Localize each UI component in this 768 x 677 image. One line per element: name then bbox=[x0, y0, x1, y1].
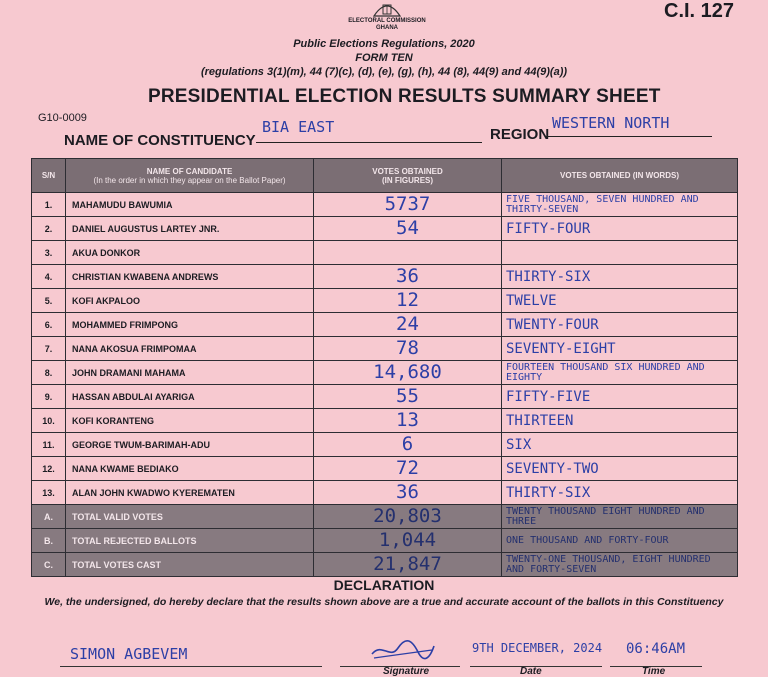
constituency-code: G10-0009 bbox=[38, 112, 87, 124]
row-sn-cell: B. bbox=[32, 529, 66, 553]
table-row bbox=[32, 409, 738, 433]
votes-words-cell[interactable] bbox=[502, 265, 738, 289]
votes-figures-cell[interactable] bbox=[314, 313, 502, 337]
regulations-title: Public Elections Regulations, 2020 bbox=[293, 38, 475, 50]
votes-words: TWENTY-FOUR bbox=[506, 316, 599, 333]
votes-words: FIFTY-FOUR bbox=[506, 220, 591, 237]
candidate-name-cell: NANA AKOSUA FRIMPOMAA bbox=[66, 337, 314, 361]
table-row bbox=[32, 337, 738, 361]
votes-figures-cell[interactable] bbox=[314, 505, 502, 529]
table-row bbox=[32, 361, 738, 385]
votes-words: ONE THOUSAND AND FORTY-FOUR bbox=[506, 534, 669, 546]
candidate-name-cell: JOHN DRAMANI MAHAMA bbox=[66, 361, 314, 385]
votes-words: TWENTY THOUSAND EIGHT HUNDRED AND THREE bbox=[506, 505, 705, 527]
votes-figures-cell[interactable] bbox=[314, 337, 502, 361]
form-number: FORM TEN bbox=[355, 52, 413, 64]
votes-figures-cell[interactable] bbox=[314, 241, 502, 265]
coat-of-arms-logo bbox=[370, 0, 404, 18]
row-sn-cell: 12. bbox=[32, 457, 66, 481]
row-sn-cell: 13. bbox=[32, 481, 66, 505]
votes-figures-cell[interactable] bbox=[314, 409, 502, 433]
row-sn-cell: 3. bbox=[32, 241, 66, 265]
votes-figures: 55 bbox=[396, 385, 419, 407]
votes-words: THIRTEEN bbox=[506, 412, 574, 429]
votes-words-cell[interactable] bbox=[502, 361, 738, 385]
votes-figures-cell[interactable] bbox=[314, 217, 502, 241]
candidate-name-cell: HASSAN ABDULAI AYARIGA bbox=[66, 385, 314, 409]
regulations-block bbox=[0, 37, 768, 79]
candidate-name-cell: MOHAMMED FRIMPONG bbox=[66, 313, 314, 337]
header-words: VOTES OBTAINED (IN WORDS) bbox=[502, 159, 738, 193]
constituency-underline bbox=[256, 142, 482, 143]
candidate-name-cell: AKUA DONKOR bbox=[66, 241, 314, 265]
declaration-title: DECLARATION bbox=[333, 577, 435, 593]
table-row bbox=[32, 457, 738, 481]
table-row bbox=[32, 217, 738, 241]
candidate-name-cell: KOFI KORANTENG bbox=[66, 409, 314, 433]
votes-words-cell[interactable] bbox=[502, 241, 738, 265]
row-sn-cell: 7. bbox=[32, 337, 66, 361]
votes-figures: 24 bbox=[396, 313, 419, 335]
row-sn-cell: A. bbox=[32, 505, 66, 529]
votes-figures: 78 bbox=[396, 337, 419, 359]
votes-words: FOURTEEN THOUSAND SIX HUNDRED AND EIGHTY bbox=[506, 361, 705, 383]
commission-country: GHANA bbox=[376, 25, 398, 31]
regulations-reference: (regulations 3(1)(m), 44 (7)(c), (d), (e), (g), (h), 44 (8), 44(9) and 44(9)(a)) bbox=[200, 66, 568, 78]
header-figures bbox=[314, 159, 502, 193]
table-row bbox=[32, 481, 738, 505]
row-sn-cell: 11. bbox=[32, 433, 66, 457]
votes-figures-cell[interactable] bbox=[314, 457, 502, 481]
candidate-name-cell: TOTAL VALID VOTES bbox=[66, 505, 314, 529]
candidate-name-cell: KOFI AKPALOO bbox=[66, 289, 314, 313]
total-row bbox=[32, 553, 738, 577]
declaration-text: We, the undersigned, do hereby declare that the results shown above are a true and accurate account of the ballots in this Constituency bbox=[44, 596, 724, 608]
signature-label: Signature bbox=[383, 666, 430, 677]
commission-title: ELECTORAL COMMISSION bbox=[348, 18, 426, 24]
candidate-name-cell: ALAN JOHN KWADWO KYEREMATEN bbox=[66, 481, 314, 505]
votes-figures: 21,847 bbox=[373, 553, 442, 575]
votes-figures-cell[interactable] bbox=[314, 433, 502, 457]
signature-mark bbox=[368, 636, 438, 664]
votes-words-cell[interactable] bbox=[502, 529, 738, 553]
table-row bbox=[32, 193, 738, 217]
candidate-name-cell: MAHAMUDU BAWUMIA bbox=[66, 193, 314, 217]
total-row bbox=[32, 529, 738, 553]
table-row bbox=[32, 265, 738, 289]
row-sn-cell: 10. bbox=[32, 409, 66, 433]
declaration-time[interactable]: 06:46AM bbox=[626, 641, 686, 657]
declarant-name[interactable]: SIMON AGBEVEM bbox=[70, 645, 188, 663]
row-sn-cell: 6. bbox=[32, 313, 66, 337]
votes-words: SIX bbox=[506, 436, 532, 453]
date-label: Date bbox=[520, 666, 542, 677]
votes-figures: 6 bbox=[401, 433, 414, 455]
candidate-name-cell: GEORGE TWUM-BARIMAH-ADU bbox=[66, 433, 314, 457]
votes-words: FIFTY-FIVE bbox=[506, 388, 591, 405]
votes-figures: 36 bbox=[396, 265, 419, 287]
votes-figures-cell[interactable] bbox=[314, 385, 502, 409]
row-sn-cell: C. bbox=[32, 553, 66, 577]
region-underline bbox=[546, 136, 712, 137]
votes-figures-cell[interactable] bbox=[314, 553, 502, 577]
votes-words-cell[interactable] bbox=[502, 409, 738, 433]
row-sn-cell: 2. bbox=[32, 217, 66, 241]
votes-words: TWELVE bbox=[506, 292, 557, 309]
total-row bbox=[32, 505, 738, 529]
results-table bbox=[31, 158, 738, 577]
votes-words: THIRTY-SIX bbox=[506, 484, 591, 501]
votes-words-cell[interactable] bbox=[502, 505, 738, 529]
votes-figures: 13 bbox=[396, 409, 419, 431]
candidate-name-cell: NANA KWAME BEDIAKO bbox=[66, 457, 314, 481]
header-candidate-sub: (In the order in which they appear on the Ballot Paper) bbox=[93, 175, 286, 185]
votes-figures: 5737 bbox=[384, 193, 431, 215]
page-title: PRESIDENTIAL ELECTION RESULTS SUMMARY SHEET bbox=[148, 86, 661, 107]
votes-figures-cell[interactable] bbox=[314, 193, 502, 217]
header-figures-title: VOTES OBTAINED bbox=[372, 166, 443, 176]
votes-words-cell[interactable] bbox=[502, 385, 738, 409]
votes-figures-cell[interactable] bbox=[314, 289, 502, 313]
votes-figures: 20,803 bbox=[373, 505, 442, 527]
table-row bbox=[32, 433, 738, 457]
votes-figures-cell[interactable] bbox=[314, 529, 502, 553]
header-figures-sub: (IN FIGURES) bbox=[381, 175, 434, 185]
votes-figures: 14,680 bbox=[373, 361, 442, 383]
votes-words-cell[interactable] bbox=[502, 337, 738, 361]
votes-words-cell[interactable] bbox=[502, 433, 738, 457]
region-value[interactable]: WESTERN NORTH bbox=[552, 114, 670, 132]
form-code: C.I. 127 bbox=[664, 0, 735, 22]
votes-figures-cell[interactable] bbox=[314, 265, 502, 289]
votes-words: FIVE THOUSAND, SEVEN HUNDRED AND THIRTY-SEVEN bbox=[506, 193, 699, 215]
votes-words-cell[interactable] bbox=[502, 457, 738, 481]
votes-figures-cell[interactable] bbox=[314, 361, 502, 385]
votes-words-cell[interactable] bbox=[502, 289, 738, 313]
votes-words-cell[interactable] bbox=[502, 481, 738, 505]
candidate-name-cell: TOTAL REJECTED BALLOTS bbox=[66, 529, 314, 553]
constituency-value[interactable]: BIA EAST bbox=[262, 118, 335, 136]
row-sn-cell: 4. bbox=[32, 265, 66, 289]
votes-figures: 54 bbox=[396, 217, 419, 239]
votes-words-cell[interactable] bbox=[502, 193, 738, 217]
commission-name bbox=[330, 18, 444, 32]
votes-words: THIRTY-SIX bbox=[506, 268, 591, 285]
votes-words: TWENTY-ONE THOUSAND, EIGHT HUNDRED AND FORTY-SEVEN bbox=[506, 553, 711, 575]
table-row bbox=[32, 313, 738, 337]
region-label: REGION bbox=[490, 126, 550, 143]
votes-words: SEVENTY-EIGHT bbox=[506, 340, 616, 357]
results-body bbox=[32, 193, 738, 577]
time-label: Time bbox=[642, 666, 666, 677]
name-line bbox=[60, 666, 322, 667]
votes-figures: 72 bbox=[396, 457, 419, 479]
header-candidate bbox=[66, 159, 314, 193]
row-sn-cell: 8. bbox=[32, 361, 66, 385]
votes-figures: 36 bbox=[396, 481, 419, 503]
candidate-name-cell: CHRISTIAN KWABENA ANDREWS bbox=[66, 265, 314, 289]
header-sn: S/N bbox=[32, 159, 66, 193]
header-candidate-title: NAME OF CANDIDATE bbox=[146, 166, 233, 176]
table-row bbox=[32, 289, 738, 313]
votes-figures-cell[interactable] bbox=[314, 481, 502, 505]
row-sn-cell: 1. bbox=[32, 193, 66, 217]
table-row bbox=[32, 385, 738, 409]
table-row bbox=[32, 241, 738, 265]
row-sn-cell: 5. bbox=[32, 289, 66, 313]
votes-words-cell[interactable] bbox=[502, 553, 738, 577]
table-header-row bbox=[32, 159, 738, 193]
votes-figures: 1,044 bbox=[378, 529, 437, 551]
candidate-name-cell: TOTAL VOTES CAST bbox=[66, 553, 314, 577]
votes-words-cell[interactable] bbox=[502, 217, 738, 241]
votes-words: SEVENTY-TWO bbox=[506, 460, 599, 477]
votes-figures: 12 bbox=[396, 289, 419, 311]
votes-words-cell[interactable] bbox=[502, 313, 738, 337]
candidate-name-cell: DANIEL AUGUSTUS LARTEY JNR. bbox=[66, 217, 314, 241]
declaration-date[interactable]: 9TH DECEMBER, 2024 bbox=[472, 641, 603, 655]
constituency-label: NAME OF CONSTITUENCY bbox=[64, 132, 256, 149]
row-sn-cell: 9. bbox=[32, 385, 66, 409]
